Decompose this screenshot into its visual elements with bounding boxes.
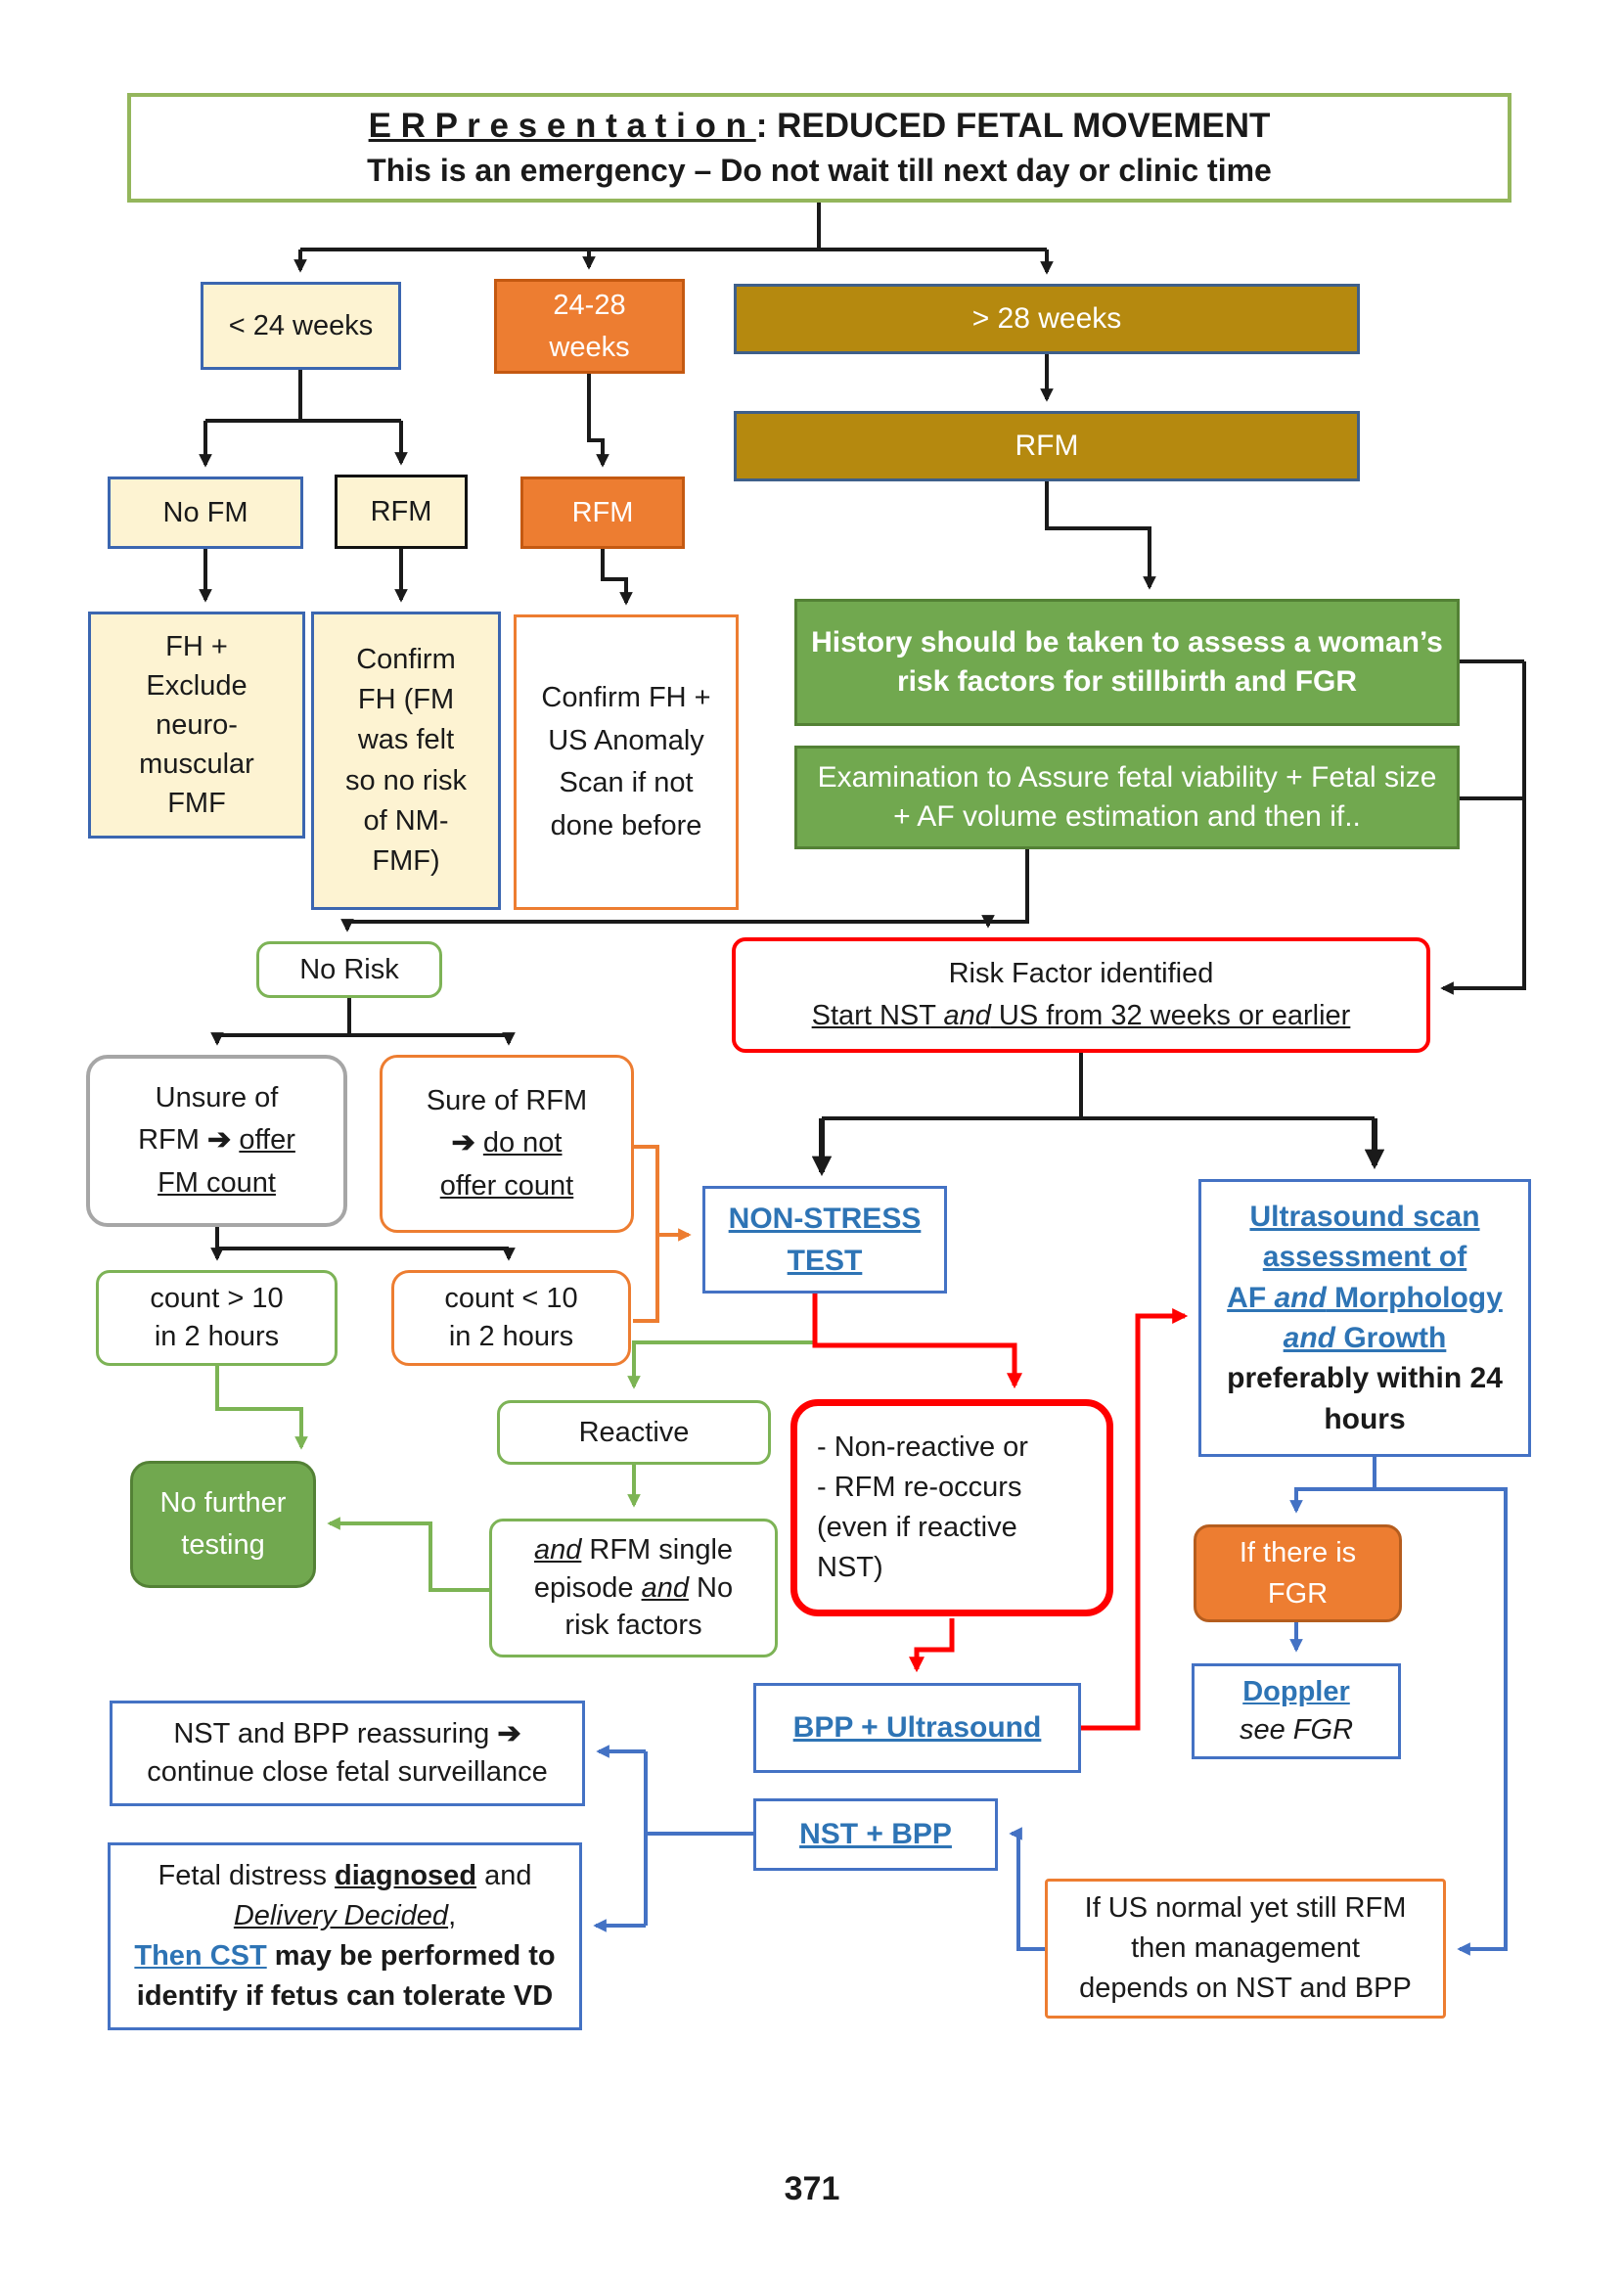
node-fh-exclude-nm-fmf: FH + Exclude neuro- muscular FMF <box>88 612 305 839</box>
node-rfm-over-28: RFM <box>734 411 1360 481</box>
node-ultrasound-scan-assessment: Ultrasound scan assessment of AF and Morphology and Growth preferably within 24 hours <box>1198 1179 1531 1457</box>
node-nst-bpp: NST + BPP <box>753 1798 998 1871</box>
node-sure-of-rfm: Sure of RFM ➔ do not offer count <box>380 1055 634 1233</box>
node-count-over-10: count > 10 in 2 hours <box>96 1270 338 1366</box>
node-count-under-10: count < 10 in 2 hours <box>391 1270 631 1366</box>
node-nst-bpp-reassuring: NST and BPP reassuring ➔ continue close fetal surveillance <box>110 1701 585 1806</box>
node-no-risk: No Risk <box>256 941 442 998</box>
node-rfm-24-28: RFM <box>520 477 685 549</box>
node-fetal-distress-cst: Fetal distress diagnosed and Delivery Decided, Then CST may be performed to identify if fetus can tolerate VD <box>108 1842 582 2030</box>
node-under-24-weeks: < 24 weeks <box>201 282 401 370</box>
node-if-there-is-fgr: If there is FGR <box>1194 1524 1402 1622</box>
node-over-28-weeks: > 28 weeks <box>734 284 1360 354</box>
node-history-risk-factors: History should be taken to assess a woman’s risk factors for stillbirth and FGR <box>794 599 1460 726</box>
node-doppler-see-fgr: Doppler see FGR <box>1192 1663 1401 1759</box>
page-number: 371 <box>784 2170 840 2207</box>
node-rfm-under-24: RFM <box>335 475 468 549</box>
node-examination-viability: Examination to Assure fetal viability + Fetal size + AF volume estimation and then if.. <box>794 746 1460 849</box>
node-no-fm: No FM <box>108 477 303 549</box>
node-risk-factor-identified: Risk Factor identified Start NST and US from 32 weeks or earlier <box>732 937 1430 1053</box>
node-no-further-testing: No further testing <box>130 1461 316 1588</box>
node-confirm-fh: Confirm FH (FM was felt so no risk of NM- FMF) <box>311 612 501 910</box>
node-non-stress-test: NON-STRESS TEST <box>702 1186 947 1294</box>
node-us-normal-still-rfm: If US normal yet still RFM then management depends on NST and BPP <box>1045 1879 1446 2019</box>
node-reactive: Reactive <box>497 1400 771 1465</box>
node-non-reactive: - Non-reactive or - RFM re-occurs (even if reactive NST) <box>790 1399 1113 1616</box>
node-confirm-fh-us-anomaly: Confirm FH + US Anomaly Scan if not done before <box>514 614 739 910</box>
node-24-28-weeks: 24-28 weeks <box>494 279 685 374</box>
page-title: E R P r e s e n t a t i o n : REDUCED FETAL MOVEMENT This is an emergency – Do not wait till next day or clinic time <box>127 93 1511 203</box>
node-unsure-of-rfm: Unsure of RFM ➔ offer FM count <box>86 1055 347 1227</box>
node-rfm-single-episode: and RFM single episode and No risk factors <box>489 1519 778 1657</box>
node-bpp-ultrasound: BPP + Ultrasound <box>753 1683 1081 1773</box>
